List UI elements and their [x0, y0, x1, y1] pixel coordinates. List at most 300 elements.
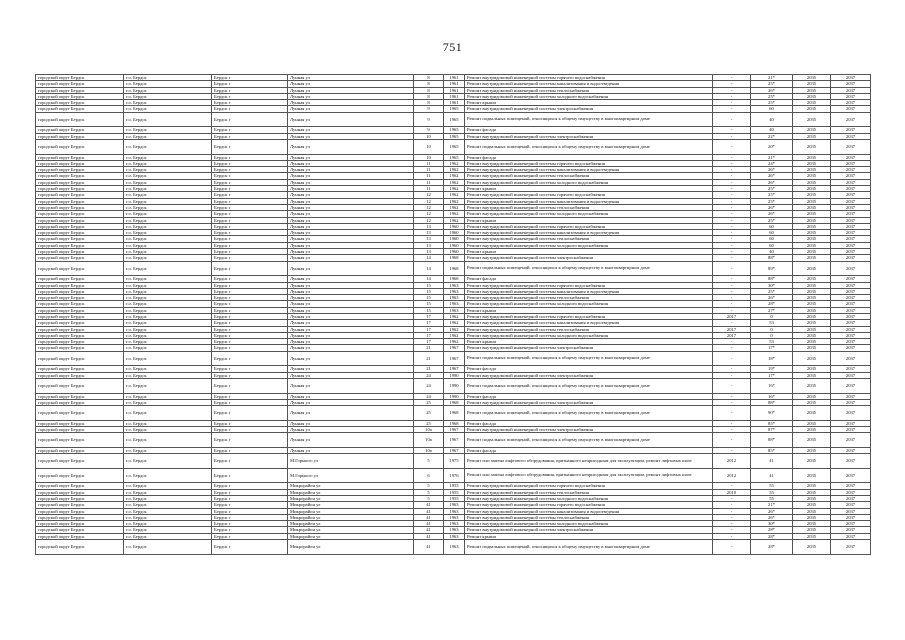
cell-city: Бердск г: [212, 154, 288, 160]
cell-settlement: г.о. Бердск: [124, 276, 212, 282]
cell-plan-start-year: 2035: [793, 540, 831, 555]
table-row: [36, 433, 871, 448]
cell-house-number: 41: [414, 527, 444, 533]
cell-settlement: г.о. Бердск: [124, 508, 212, 514]
cell-street: Лунная ул: [288, 133, 414, 139]
cell-city: Бердск г: [212, 261, 288, 276]
cell-settlement: г.о. Бердск: [124, 372, 212, 378]
cell-wear-percent: 85*: [751, 447, 793, 453]
cell-work-type: Ремонт внутридомовой инженерной системы канализования и водоотведения: [465, 167, 713, 173]
cell-wear-percent: 26*: [751, 167, 793, 173]
cell-plan-end-year: 2037: [831, 173, 871, 179]
cell-plan-start-year: 2035: [793, 533, 831, 539]
cell-wear-percent: 28*: [751, 533, 793, 539]
cell-city: Бердск г: [212, 378, 288, 393]
cell-last-repair-year: -: [713, 198, 751, 204]
cell-work-type: Ремонт внутридомовой инженерной системы холодного водоснабжения: [465, 179, 713, 185]
cell-wear-percent: 60: [751, 230, 793, 236]
cell-settlement: г.о. Бердск: [124, 255, 212, 261]
cell-settlement: г.о. Бердск: [124, 521, 212, 527]
cell-street: Лунная ул: [288, 211, 414, 217]
cell-city: Бердск г: [212, 255, 288, 261]
cell-build-year: 1961: [444, 93, 465, 99]
cell-work-type: Ремонт внутридомовой инженерной системы электроснабжения: [465, 399, 713, 405]
cell-municipality: городской округ Бердск: [36, 339, 124, 345]
cell-wear-percent: 24*: [751, 160, 793, 166]
cell-city: Бердск г: [212, 326, 288, 332]
cell-street: Лунная ул: [288, 313, 414, 319]
cell-work-type: Ремонт фасада: [465, 276, 713, 282]
cell-settlement: г.о. Бердск: [124, 313, 212, 319]
cell-plan-end-year: 2037: [831, 198, 871, 204]
cell-plan-end-year: 2037: [831, 447, 871, 453]
cell-last-repair-year: -: [713, 139, 751, 154]
cell-settlement: г.о. Бердск: [124, 527, 212, 533]
cell-build-year: 1962: [444, 339, 465, 345]
cell-plan-end-year: 2037: [831, 378, 871, 393]
cell-build-year: 1962: [444, 211, 465, 217]
cell-municipality: городской округ Бердск: [36, 393, 124, 399]
cell-work-type: Ремонт внутридомовой инженерной системы электроснабжения: [465, 345, 713, 351]
cell-last-repair-year: -: [713, 87, 751, 93]
cell-house-number: 41: [414, 502, 444, 508]
cell-wear-percent: 25*: [751, 288, 793, 294]
cell-work-type: Ремонт крыши: [465, 249, 713, 255]
cell-build-year: 1960: [444, 242, 465, 248]
cell-wear-percent: 0: [751, 326, 793, 332]
cell-plan-end-year: 2037: [831, 540, 871, 555]
cell-last-repair-year: -: [713, 127, 751, 133]
cell-wear-percent: 21*: [751, 154, 793, 160]
cell-plan-end-year: 2037: [831, 276, 871, 282]
cell-plan-end-year: 2037: [831, 366, 871, 372]
cell-settlement: г.о. Бердск: [124, 502, 212, 508]
cell-house-number: 13: [414, 230, 444, 236]
cell-plan-start-year: 2035: [793, 173, 831, 179]
cell-city: Бердск г: [212, 508, 288, 514]
cell-wear-percent: 30*: [751, 282, 793, 288]
cell-settlement: г.о. Бердск: [124, 100, 212, 106]
cell-build-year: 1962: [444, 173, 465, 179]
cell-settlement: г.о. Бердск: [124, 339, 212, 345]
cell-settlement: г.о. Бердск: [124, 288, 212, 294]
cell-build-year: 1976: [444, 468, 465, 483]
cell-municipality: городской округ Бердск: [36, 127, 124, 133]
cell-house-number: 13: [414, 242, 444, 248]
cell-settlement: г.о. Бердск: [124, 167, 212, 173]
cell-build-year: 1963: [444, 514, 465, 520]
cell-wear-percent: 26*: [751, 179, 793, 185]
cell-last-repair-year: -: [713, 261, 751, 276]
cell-settlement: г.о. Бердск: [124, 249, 212, 255]
cell-settlement: г.о. Бердск: [124, 127, 212, 133]
cell-municipality: городской округ Бердск: [36, 366, 124, 372]
cell-city: Бердск г: [212, 366, 288, 372]
cell-settlement: г.о. Бердск: [124, 301, 212, 307]
cell-plan-end-year: 2037: [831, 420, 871, 426]
cell-plan-end-year: 2037: [831, 186, 871, 192]
cell-house-number: 17: [414, 332, 444, 338]
cell-plan-start-year: 2035: [793, 508, 831, 514]
cell-street: Лунная ул: [288, 93, 414, 99]
cell-wear-percent: 25*: [751, 186, 793, 192]
cell-work-type: Ремонт внутридомовой инженерной системы горячего водоснабжения: [465, 75, 713, 81]
cell-settlement: г.о. Бердск: [124, 160, 212, 166]
cell-street: Микрорайон ул: [288, 508, 414, 514]
cell-build-year: 1967: [444, 345, 465, 351]
cell-municipality: городской округ Бердск: [36, 502, 124, 508]
cell-last-repair-year: -: [713, 366, 751, 372]
cell-wear-percent: 60: [751, 106, 793, 112]
cell-municipality: городской округ Бердск: [36, 154, 124, 160]
cell-plan-end-year: 2037: [831, 393, 871, 399]
cell-city: Бердск г: [212, 345, 288, 351]
cell-municipality: городской округ Бердск: [36, 167, 124, 173]
cell-work-type: Ремонт подвальных помещений, относящихся к общему имуществу в многоквартирном доме: [465, 406, 713, 421]
cell-wear-percent: 40: [751, 112, 793, 127]
cell-last-repair-year: -: [713, 433, 751, 448]
cell-city: Бердск г: [212, 427, 288, 433]
cell-city: Бердск г: [212, 236, 288, 242]
cell-municipality: городской округ Бердск: [36, 223, 124, 229]
cell-municipality: городской округ Бердск: [36, 447, 124, 453]
cell-plan-end-year: 2037: [831, 211, 871, 217]
cell-city: Бердск г: [212, 489, 288, 495]
cell-build-year: 1963: [444, 295, 465, 301]
cell-last-repair-year: -: [713, 133, 751, 139]
cell-street: Лунная ул: [288, 154, 414, 160]
cell-settlement: г.о. Бердск: [124, 433, 212, 448]
cell-settlement: г.о. Бердск: [124, 420, 212, 426]
cell-city: Бердск г: [212, 106, 288, 112]
cell-plan-start-year: 2035: [793, 276, 831, 282]
cell-street: Лунная ул: [288, 301, 414, 307]
cell-wear-percent: 21*: [751, 502, 793, 508]
cell-plan-end-year: 2037: [831, 521, 871, 527]
cell-wear-percent: 26*: [751, 204, 793, 210]
cell-work-type: Ремонт внутридомовой инженерной системы горячего водоснабжения: [465, 282, 713, 288]
cell-work-type: Ремонт подвальных помещений, относящихся к общему имуществу в многоквартирном доме: [465, 139, 713, 154]
cell-wear-percent: 26*: [751, 514, 793, 520]
cell-house-number: 17: [414, 320, 444, 326]
cell-wear-percent: 53: [751, 339, 793, 345]
cell-wear-percent: 27*: [751, 307, 793, 313]
cell-plan-start-year: 2035: [793, 378, 831, 393]
cell-work-type: Ремонт внутридомовой инженерной системы электроснабжения: [465, 372, 713, 378]
page-number: 751: [442, 40, 463, 54]
cell-wear-percent: 26*: [751, 87, 793, 93]
cell-build-year: 1965: [444, 133, 465, 139]
cell-build-year: 1961: [444, 100, 465, 106]
cell-city: Бердск г: [212, 406, 288, 421]
cell-plan-start-year: 2035: [793, 332, 831, 338]
cell-city: Бердск г: [212, 127, 288, 133]
cell-wear-percent: 16*: [751, 378, 793, 393]
cell-settlement: г.о. Бердск: [124, 514, 212, 520]
cell-last-repair-year: -: [713, 288, 751, 294]
cell-build-year: 1967: [444, 433, 465, 448]
cell-house-number: 10а: [414, 427, 444, 433]
cell-settlement: г.о. Бердск: [124, 489, 212, 495]
cell-work-type: Ремонт внутридомовой инженерной системы холодного водоснабжения: [465, 521, 713, 527]
table-body: [36, 75, 871, 555]
cell-street: Микрорайон ул: [288, 496, 414, 502]
cell-house-number: 15: [414, 288, 444, 294]
cell-house-number: 41: [414, 521, 444, 527]
table-row: [36, 540, 871, 555]
cell-work-type: Ремонт фасада: [465, 420, 713, 426]
cell-last-repair-year: -: [713, 420, 751, 426]
cell-municipality: городской округ Бердск: [36, 514, 124, 520]
cell-street: Микрорайон ул: [288, 521, 414, 527]
cell-city: Бердск г: [212, 301, 288, 307]
cell-house-number: 8: [414, 87, 444, 93]
cell-city: Бердск г: [212, 332, 288, 338]
cell-build-year: 1963: [444, 540, 465, 555]
cell-street: Микрорайон ул: [288, 514, 414, 520]
cell-plan-end-year: 2037: [831, 496, 871, 502]
cell-wear-percent: 18*: [751, 351, 793, 366]
cell-house-number: 11: [414, 186, 444, 192]
cell-build-year: 1961: [444, 75, 465, 81]
cell-city: Бердск г: [212, 521, 288, 527]
cell-municipality: городской округ Бердск: [36, 301, 124, 307]
cell-house-number: 15: [414, 301, 444, 307]
cell-wear-percent: 26*: [751, 508, 793, 514]
cell-work-type: Ремонт внутридомовой инженерной системы теплоснабжения: [465, 326, 713, 332]
cell-street: Лунная ул: [288, 255, 414, 261]
cell-house-number: 14: [414, 276, 444, 282]
cell-plan-start-year: 2035: [793, 242, 831, 248]
cell-municipality: городской округ Бердск: [36, 483, 124, 489]
cell-house-number: 25: [414, 406, 444, 421]
cell-wear-percent: 40: [751, 249, 793, 255]
cell-work-type: Ремонт внутридомовой инженерной системы канализования и водоотведения: [465, 230, 713, 236]
cell-last-repair-year: -: [713, 242, 751, 248]
cell-municipality: городской округ Бердск: [36, 496, 124, 502]
cell-city: Бердск г: [212, 198, 288, 204]
cell-work-type: Ремонт внутридомовой инженерной системы горячего водоснабжения: [465, 483, 713, 489]
cell-build-year: 1955: [444, 489, 465, 495]
cell-wear-percent: 60: [751, 242, 793, 248]
cell-house-number: 25: [414, 399, 444, 405]
cell-house-number: 11: [414, 173, 444, 179]
cell-street: Микрорайон ул: [288, 483, 414, 489]
cell-last-repair-year: -: [713, 249, 751, 255]
cell-last-repair-year: -: [713, 179, 751, 185]
cell-street: Лунная ул: [288, 192, 414, 198]
cell-work-type: Ремонт внутридомовой инженерной системы холодного водоснабжения: [465, 93, 713, 99]
cell-municipality: городской округ Бердск: [36, 198, 124, 204]
cell-city: Бердск г: [212, 339, 288, 345]
cell-municipality: городской округ Бердск: [36, 527, 124, 533]
cell-work-type: Ремонт внутридомовой инженерной системы горячего водоснабжения: [465, 160, 713, 166]
cell-house-number: 14: [414, 261, 444, 276]
cell-house-number: 9: [414, 106, 444, 112]
table-row: [36, 261, 871, 276]
cell-house-number: 10: [414, 133, 444, 139]
cell-street: Лунная ул: [288, 427, 414, 433]
cell-house-number: 10а: [414, 433, 444, 448]
cell-work-type: Ремонт внутридомовой инженерной системы канализования и водоотведения: [465, 320, 713, 326]
cell-work-type: Ремонт подвальных помещений, относящихся к общему имуществу в многоквартирном доме: [465, 351, 713, 366]
cell-plan-end-year: 2037: [831, 313, 871, 319]
cell-last-repair-year: -: [713, 406, 751, 421]
cell-last-repair-year: -: [713, 204, 751, 210]
cell-plan-end-year: 2037: [831, 483, 871, 489]
cell-plan-end-year: 2037: [831, 93, 871, 99]
cell-settlement: г.о. Бердск: [124, 540, 212, 555]
cell-plan-end-year: 2037: [831, 179, 871, 185]
cell-work-type: Ремонт внутридомовой инженерной системы теплоснабжения: [465, 236, 713, 242]
cell-city: Бердск г: [212, 179, 288, 185]
cell-municipality: городской округ Бердск: [36, 112, 124, 127]
cell-house-number: 11: [414, 179, 444, 185]
cell-settlement: г.о. Бердск: [124, 236, 212, 242]
cell-settlement: г.о. Бердск: [124, 483, 212, 489]
cell-plan-start-year: 2035: [793, 217, 831, 223]
cell-wear-percent: 25*: [751, 81, 793, 87]
cell-last-repair-year: -: [713, 533, 751, 539]
cell-house-number: 24: [414, 393, 444, 399]
cell-last-repair-year: -: [713, 276, 751, 282]
cell-municipality: городской округ Бердск: [36, 236, 124, 242]
cell-last-repair-year: 2012: [713, 468, 751, 483]
cell-plan-end-year: 2037: [831, 351, 871, 366]
cell-plan-start-year: 2035: [793, 447, 831, 453]
cell-wear-percent: 25*: [751, 192, 793, 198]
cell-municipality: городской округ Бердск: [36, 81, 124, 87]
cell-last-repair-year: -: [713, 502, 751, 508]
cell-municipality: городской округ Бердск: [36, 433, 124, 448]
cell-street: Лунная ул: [288, 345, 414, 351]
cell-work-type: Ремонт внутридомовой инженерной системы электроснабжения: [465, 255, 713, 261]
cell-settlement: г.о. Бердск: [124, 447, 212, 453]
cell-build-year: 1968: [444, 276, 465, 282]
cell-city: Бердск г: [212, 496, 288, 502]
cell-wear-percent: 60: [751, 236, 793, 242]
cell-settlement: г.о. Бердск: [124, 204, 212, 210]
cell-work-type: Ремонт или замена лифтового оборудования, признанного непригодным для эксплуатации, ремонт лифтовых шахт: [465, 454, 713, 469]
cell-last-repair-year: -: [713, 508, 751, 514]
cell-wear-percent: 55: [751, 496, 793, 502]
cell-municipality: городской округ Бердск: [36, 93, 124, 99]
cell-settlement: г.о. Бердск: [124, 93, 212, 99]
cell-build-year: 1963: [444, 502, 465, 508]
cell-plan-end-year: 2037: [831, 87, 871, 93]
cell-work-type: Ремонт внутридомовой инженерной системы канализования и водоотведения: [465, 508, 713, 514]
cell-build-year: 1963: [444, 533, 465, 539]
cell-build-year: 1960: [444, 230, 465, 236]
cell-municipality: городской округ Бердск: [36, 211, 124, 217]
cell-build-year: 1990: [444, 393, 465, 399]
cell-build-year: 1965: [444, 127, 465, 133]
cell-last-repair-year: -: [713, 217, 751, 223]
cell-plan-start-year: 2035: [793, 366, 831, 372]
cell-last-repair-year: -: [713, 393, 751, 399]
cell-wear-percent: 85*: [751, 420, 793, 426]
cell-municipality: городской округ Бердск: [36, 540, 124, 555]
cell-last-repair-year: -: [713, 496, 751, 502]
cell-street: Лунная ул: [288, 261, 414, 276]
cell-plan-end-year: 2037: [831, 527, 871, 533]
cell-plan-start-year: 2035: [793, 406, 831, 421]
cell-city: Бердск г: [212, 192, 288, 198]
cell-wear-percent: 88*: [751, 255, 793, 261]
cell-last-repair-year: 2017: [713, 313, 751, 319]
cell-plan-end-year: 2037: [831, 75, 871, 81]
cell-municipality: городской округ Бердск: [36, 75, 124, 81]
cell-municipality: городской округ Бердск: [36, 160, 124, 166]
cell-last-repair-year: 2017: [713, 332, 751, 338]
cell-work-type: Ремонт или замена лифтового оборудования, признанного непригодным для эксплуатации, ремонт лифтовых шахт: [465, 468, 713, 483]
cell-house-number: 13: [414, 249, 444, 255]
cell-house-number: 41: [414, 514, 444, 520]
cell-plan-end-year: 2037: [831, 502, 871, 508]
cell-settlement: г.о. Бердск: [124, 198, 212, 204]
cell-plan-end-year: 2037: [831, 236, 871, 242]
cell-work-type: Ремонт внутридомовой инженерной системы горячего водоснабжения: [465, 192, 713, 198]
cell-last-repair-year: -: [713, 447, 751, 453]
cell-last-repair-year: -: [713, 93, 751, 99]
cell-settlement: г.о. Бердск: [124, 154, 212, 160]
cell-plan-end-year: 2037: [831, 242, 871, 248]
cell-city: Бердск г: [212, 100, 288, 106]
cell-settlement: г.о. Бердск: [124, 351, 212, 366]
cell-city: Бердск г: [212, 211, 288, 217]
cell-city: Бердск г: [212, 307, 288, 313]
cell-municipality: городской округ Бердск: [36, 489, 124, 495]
cell-plan-end-year: 2037: [831, 339, 871, 345]
cell-plan-start-year: 2035: [793, 527, 831, 533]
cell-plan-end-year: 2037: [831, 127, 871, 133]
cell-build-year: 1962: [444, 167, 465, 173]
cell-settlement: г.о. Бердск: [124, 282, 212, 288]
cell-last-repair-year: 2012: [713, 454, 751, 469]
cell-municipality: городской округ Бердск: [36, 87, 124, 93]
cell-street: Лунная ул: [288, 378, 414, 393]
cell-house-number: 21: [414, 345, 444, 351]
cell-municipality: городской округ Бердск: [36, 326, 124, 332]
cell-municipality: городской округ Бердск: [36, 378, 124, 393]
cell-municipality: городской округ Бердск: [36, 192, 124, 198]
cell-wear-percent: 25*: [751, 198, 793, 204]
cell-house-number: 5: [414, 483, 444, 489]
cell-wear-percent: 87*: [751, 427, 793, 433]
cell-last-repair-year: -: [713, 255, 751, 261]
cell-plan-end-year: 2037: [831, 468, 871, 483]
cell-last-repair-year: -: [713, 236, 751, 242]
cell-street: Лунная ул: [288, 399, 414, 405]
cell-city: Бердск г: [212, 502, 288, 508]
cell-city: Бердск г: [212, 483, 288, 489]
cell-house-number: 17: [414, 326, 444, 332]
cell-settlement: г.о. Бердск: [124, 399, 212, 405]
cell-last-repair-year: -: [713, 378, 751, 393]
cell-street: Лунная ул: [288, 276, 414, 282]
cell-plan-end-year: 2037: [831, 160, 871, 166]
cell-build-year: 1961: [444, 81, 465, 87]
cell-work-type: Ремонт внутридомовой инженерной системы горячего водоснабжения: [465, 313, 713, 319]
cell-wear-percent: 16*: [751, 393, 793, 399]
cell-settlement: г.о. Бердск: [124, 133, 212, 139]
cell-wear-percent: 21*: [751, 75, 793, 81]
cell-plan-end-year: 2037: [831, 345, 871, 351]
cell-house-number: 12: [414, 204, 444, 210]
cell-plan-start-year: 2035: [793, 454, 831, 469]
cell-municipality: городской округ Бердск: [36, 345, 124, 351]
cell-build-year: 1960: [444, 236, 465, 242]
